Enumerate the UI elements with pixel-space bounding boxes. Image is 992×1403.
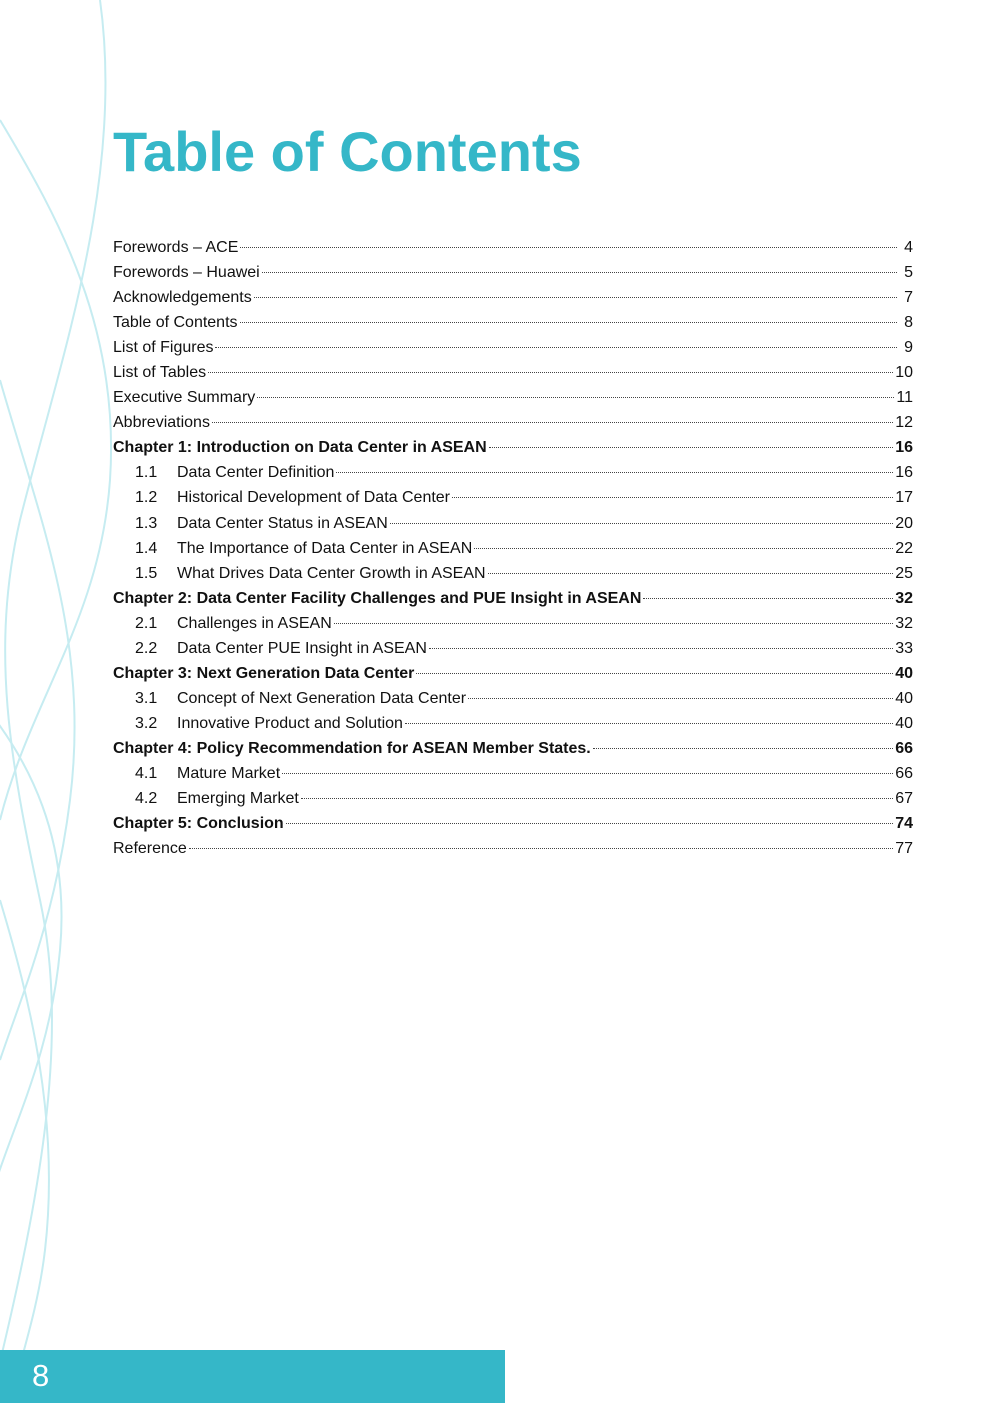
toc-entry[interactable] [113,713,913,738]
toc-entry-page: 5 [904,264,913,282]
toc-entry-title: Mature Market [177,764,281,782]
toc-entry-title: Innovative Product and Solution [177,714,403,732]
toc-entry-page: 33 [895,639,913,657]
toc-dot-leader [240,322,897,323]
toc-entry-title: Chapter 5: Conclusion [113,815,284,833]
toc-entry-title: Concept of Next Generation Data Center [177,689,467,707]
toc-dot-leader [301,798,893,799]
toc-entry-number: 1.1 [135,464,158,482]
toc-entry-number: 2.2 [135,639,158,657]
toc-entry-title: Chapter 4: Policy Recommendation for ASEAN Member States. [113,739,591,757]
toc-entry[interactable] [113,437,913,462]
toc-entry-page: 16 [895,439,913,457]
toc-entry-number: 3.2 [135,714,158,732]
toc-entry-page: 40 [895,714,913,732]
toc-entry-title: Data Center Definition [177,464,335,482]
toc-entry-title: Emerging Market [177,790,299,808]
toc-entry-title: Acknowledgements [113,289,252,307]
toc-dot-leader [429,648,893,649]
toc-entry-page: 4 [904,239,913,256]
toc-entry-title: The Importance of Data Center in ASEAN [177,539,473,557]
toc-entry-title: Forewords – ACE [113,239,239,256]
toc-dot-leader [593,748,893,749]
toc-dot-leader [390,523,893,524]
toc-entry[interactable] [113,262,913,287]
toc-dot-leader [405,723,893,724]
toc-dot-leader [452,497,893,498]
toc-entry-page: 10 [895,364,913,382]
toc-entry[interactable] [113,788,913,813]
toc-entry-page: 74 [895,815,913,833]
toc-entry-number: 1.2 [135,489,158,507]
toc-entry-title: Chapter 2: Data Center Facility Challenges and PUE Insight in ASEAN [113,589,642,607]
toc-entry-page: 77 [895,840,913,858]
toc-entry[interactable] [113,813,913,838]
toc-dot-leader [262,272,897,273]
toc-entry-page: 25 [895,564,913,582]
toc-entry-number: 4.2 [135,790,158,808]
toc-entry-title: Data Center Status in ASEAN [177,514,388,532]
toc-dot-leader [215,347,897,348]
toc-entry-number: 1.4 [135,539,158,557]
toc-entry[interactable] [113,412,913,437]
toc-entry[interactable] [113,663,913,688]
toc-entry-title: Historical Development of Data Center [177,489,451,507]
toc-entry-number: 4.1 [135,764,158,782]
toc-entry[interactable] [113,563,913,588]
toc-dot-leader [212,422,893,423]
toc-dot-leader [208,372,893,373]
toc-entry[interactable] [113,638,913,663]
toc-entry-title: Forewords – Huawei [113,264,260,282]
toc-entry[interactable] [113,237,913,262]
toc-entry-page: 40 [895,664,913,682]
toc-dot-leader [488,573,894,574]
table-of-contents [113,237,913,863]
toc-entry-title: List of Tables [113,364,207,382]
toc-entry-title: List of Figures [113,339,214,357]
toc-entry[interactable] [113,487,913,512]
toc-entry[interactable] [113,362,913,387]
toc-entry[interactable] [113,538,913,563]
toc-dot-leader [286,823,894,824]
toc-entry[interactable] [113,613,913,638]
toc-entry-title: Chapter 3: Next Generation Data Center [113,664,415,682]
toc-dot-leader [474,548,893,549]
toc-entry-number: 1.5 [135,564,158,582]
toc-dot-leader [468,698,893,699]
toc-dot-leader [240,247,897,248]
toc-entry-title: Abbreviations [113,414,210,432]
toc-entry[interactable] [113,513,913,538]
toc-dot-leader [189,848,893,849]
toc-entry-page: 20 [895,514,913,532]
toc-entry[interactable] [113,838,913,863]
toc-entry-title: Table of Contents [113,314,238,332]
toc-entry-title: Data Center PUE Insight in ASEAN [177,639,427,657]
toc-entry[interactable] [113,462,913,487]
toc-dot-leader [257,397,894,398]
toc-entry[interactable] [113,337,913,362]
footer-bar [0,1350,505,1403]
toc-entry[interactable] [113,312,913,337]
toc-dot-leader [334,623,893,624]
toc-entry-title: Challenges in ASEAN [177,614,332,632]
page-number: 8 [32,1358,50,1393]
toc-entry-page: 11 [896,389,913,407]
toc-entry-page: 32 [895,614,913,632]
toc-entry-page: 67 [895,790,913,808]
toc-entry-page: 9 [904,339,913,357]
toc-entry-page: 7 [904,289,913,307]
toc-entry[interactable] [113,688,913,713]
toc-entry-page: 16 [895,464,913,482]
toc-entry[interactable] [113,588,913,613]
toc-entry-page: 22 [895,539,913,557]
toc-entry-title: Executive Summary [113,389,256,407]
toc-entry-page: 12 [895,414,913,432]
toc-entry[interactable] [113,287,913,312]
toc-entry-title: Chapter 1: Introduction on Data Center in ASEAN [113,439,487,457]
toc-entry-page: 8 [904,314,913,332]
toc-dot-leader [282,773,893,774]
page-title: Table of Contents [113,120,582,183]
toc-entry[interactable] [113,763,913,788]
toc-entry-number: 2.1 [135,614,158,632]
toc-dot-leader [416,673,893,674]
toc-entry-page: 66 [895,764,913,782]
toc-entry-page: 32 [895,589,913,607]
toc-entry-page: 17 [895,489,913,507]
toc-entry-title: What Drives Data Center Growth in ASEAN [177,564,486,582]
toc-entry-number: 1.3 [135,514,158,532]
toc-entry[interactable] [113,387,913,412]
toc-entry-title: Reference [113,840,187,858]
toc-entry-number: 3.1 [135,689,158,707]
toc-dot-leader [643,598,893,599]
toc-dot-leader [254,297,897,298]
toc-entry-page: 66 [895,739,913,757]
toc-entry-page: 40 [895,689,913,707]
toc-dot-leader [336,472,893,473]
toc-entry[interactable] [113,738,913,763]
toc-dot-leader [489,447,894,448]
